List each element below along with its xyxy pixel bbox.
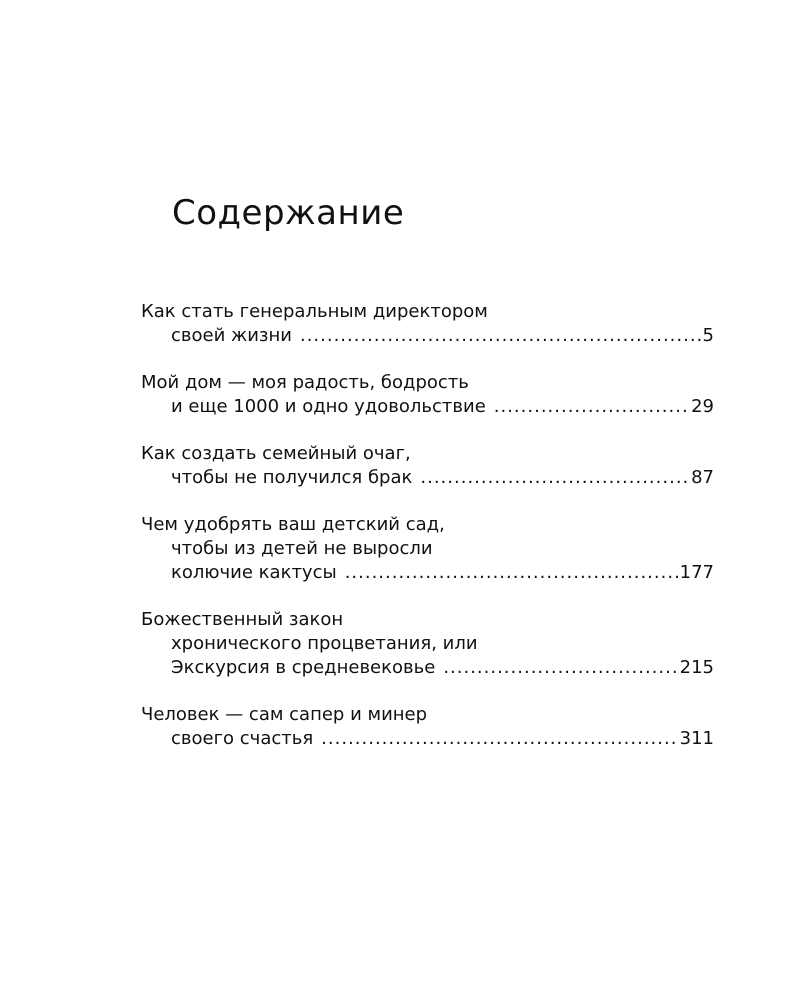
toc-entry-line: и еще 1000 и одно удовольствие: [171, 396, 486, 417]
page-title: Содержание: [172, 193, 405, 233]
toc-entry: [141, 442, 714, 490]
dot-leader: [300, 324, 701, 348]
toc-entry-last-line: [141, 395, 714, 419]
dot-leader: [321, 727, 677, 751]
dot-leader: [494, 395, 689, 419]
toc-entry-last-line: [141, 656, 714, 680]
toc-page-number: 311: [679, 728, 714, 749]
toc-entry-line: Чем удобрять ваш детский сад,: [141, 514, 445, 535]
toc-entry: [141, 371, 714, 419]
toc-entry-line: своей жизни: [171, 325, 292, 346]
table-of-contents: [141, 300, 714, 774]
dot-leader: [443, 656, 677, 680]
toc-entry: [141, 300, 714, 348]
toc-entry-line: хронического процветания, или: [171, 633, 478, 654]
dot-leader: [345, 561, 678, 585]
toc-entry-last-line: [141, 727, 714, 751]
toc-entry-last-line: [141, 561, 714, 585]
toc-entry-last-line: [141, 324, 714, 348]
toc-entry-line: чтобы не получился брак: [171, 467, 413, 488]
toc-entry-last-line: [141, 466, 714, 490]
toc-entry: [141, 703, 714, 751]
toc-entry-line: чтобы из детей не выросли: [171, 538, 433, 559]
toc-page-number: 29: [691, 396, 714, 417]
toc-entry-line: Мой дом — моя радость, бодрость: [141, 372, 469, 393]
toc-page-number: 5: [702, 325, 714, 346]
toc-page-number: 215: [679, 657, 714, 678]
dot-leader: [420, 466, 689, 490]
toc-entry: [141, 608, 714, 680]
toc-entry: [141, 513, 714, 585]
toc-entry-line: Божественный закон: [141, 609, 344, 630]
toc-entry-line: Как создать семейный очаг,: [141, 443, 411, 464]
toc-page-number: 177: [679, 562, 714, 583]
toc-entry-line: Экскурсия в средневековье: [171, 657, 436, 678]
toc-entry-line: Человек — сам сапер и минер: [141, 704, 428, 725]
toc-entry-line: колючие кактусы: [171, 562, 337, 583]
toc-entry-line: своего счастья: [171, 728, 314, 749]
toc-page-number: 87: [691, 467, 714, 488]
toc-entry-line: Как стать генеральным директором: [141, 301, 488, 322]
